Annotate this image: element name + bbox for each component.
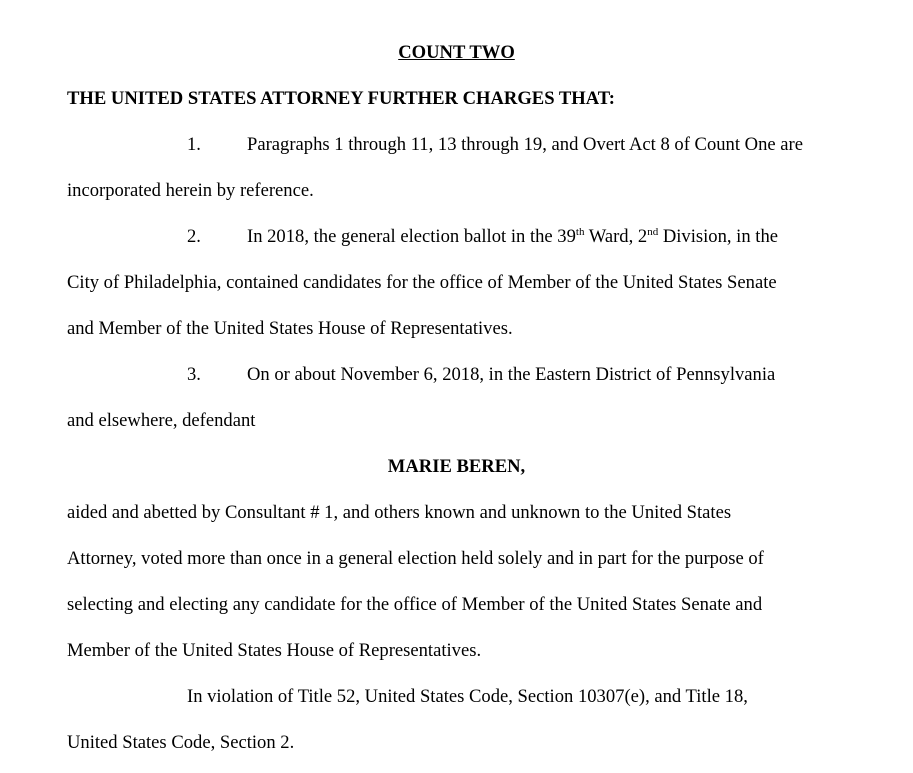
paragraph-2-line-3: and Member of the United States House of Representatives. [67, 318, 513, 339]
superscript-th: th [575, 226, 585, 238]
paragraph-1-number: 1. [187, 134, 201, 155]
count-heading: COUNT TWO [398, 42, 515, 63]
continuation-line-4: Member of the United States House of Representatives. [67, 640, 482, 661]
paragraph-2-number: 2. [187, 226, 201, 247]
paragraph-2-text-b: Ward, 2 [584, 226, 648, 247]
continuation-line-1: aided and abetted by Consultant # 1, and others known and unknown to the United States [67, 502, 732, 523]
paragraph-1-line-2: incorporated herein by reference. [67, 180, 314, 201]
paragraph-3-line-2: and elsewhere, defendant [67, 410, 256, 431]
violation-line-2: United States Code, Section 2. [67, 732, 295, 753]
paragraph-2-line-1 [247, 226, 778, 248]
paragraph-2-line-2: City of Philadelphia, contained candidates for the office of Member of the United States Senate [67, 272, 777, 293]
paragraph-1-line-1: Paragraphs 1 through 11, 13 through 19, and Overt Act 8 of Count One are [247, 134, 803, 155]
continuation-line-3: selecting and electing any candidate for the office of Member of the United States Senate and [67, 594, 763, 615]
paragraph-3-number: 3. [187, 364, 201, 385]
charge-intro: THE UNITED STATES ATTORNEY FURTHER CHARGES THAT: [67, 88, 615, 109]
violation-line-1: In violation of Title 52, United States Code, Section 10307(e), and Title 18, [187, 686, 748, 707]
paragraph-2-text-c: Division, in the [658, 226, 779, 247]
paragraph-2-text-a: In 2018, the general election ballot in the 39 [247, 226, 576, 247]
defendant-name: MARIE BEREN, [387, 456, 526, 477]
paragraph-3-line-1: On or about November 6, 2018, in the Eastern District of Pennsylvania [247, 364, 776, 385]
superscript-nd: nd [647, 226, 659, 238]
continuation-line-2: Attorney, voted more than once in a general election held solely and in part for the purpose of [67, 548, 764, 569]
